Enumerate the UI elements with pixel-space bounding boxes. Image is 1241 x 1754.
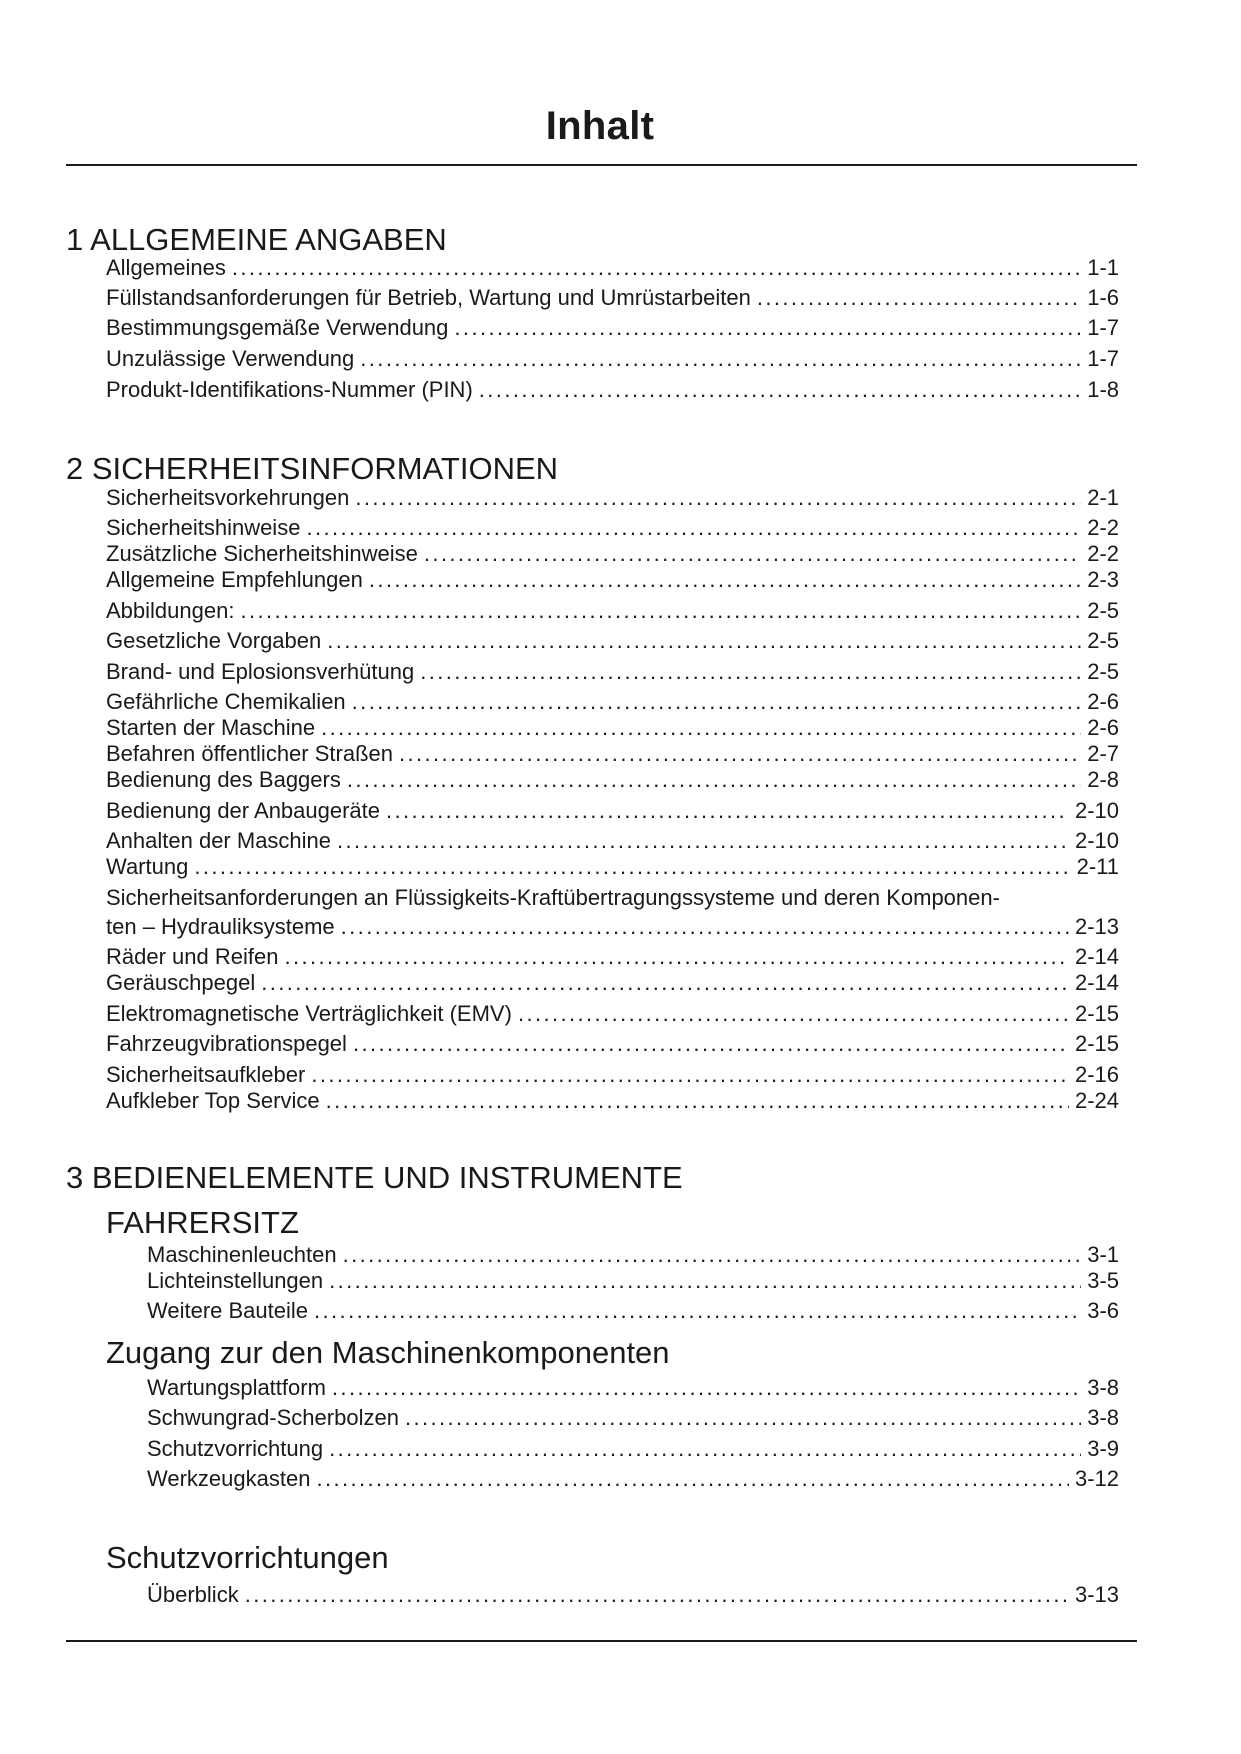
leader-dots xyxy=(240,598,1081,624)
toc-entry-label: Sicherheitsaufkleber xyxy=(106,1062,306,1087)
toc-entry[interactable] xyxy=(106,541,1119,567)
toc-entry[interactable] xyxy=(106,828,1119,854)
toc-entry[interactable] xyxy=(106,689,1119,715)
page-title: Inhalt xyxy=(545,104,655,148)
toc-entry[interactable] xyxy=(147,1268,1119,1294)
toc-entry-label: Brand- und Eplosionsverhütung xyxy=(106,659,415,684)
toc-entry-label: Geräuschpegel xyxy=(106,970,256,995)
leader-dots xyxy=(399,741,1081,767)
toc-entry[interactable] xyxy=(106,255,1119,281)
toc-entry[interactable] xyxy=(106,346,1119,372)
toc-entry-page: 2-24 xyxy=(1074,1088,1119,1113)
toc-entry-page: 1-7 xyxy=(1087,315,1119,340)
toc-entry[interactable] xyxy=(147,1436,1119,1462)
toc-entry-label: Bestimmungsgemäße Verwendung xyxy=(106,315,449,340)
leader-dots xyxy=(420,659,1081,685)
leader-dots xyxy=(329,1436,1081,1462)
toc-entry-label: Werkzeugkasten xyxy=(147,1466,311,1491)
toc-entry-label: Gefährliche Chemikalien xyxy=(106,689,346,714)
toc-entry-label: Allgemeines xyxy=(106,255,226,280)
leader-dots xyxy=(337,828,1069,854)
leader-dots xyxy=(757,285,1081,311)
leader-dots xyxy=(316,1466,1069,1492)
toc-entry[interactable] xyxy=(106,1088,1119,1114)
top-rule xyxy=(66,164,1137,166)
leader-dots xyxy=(386,798,1069,824)
toc-entry[interactable] xyxy=(106,914,1119,940)
toc-entry[interactable] xyxy=(106,567,1119,593)
toc-entry-label: Produkt-Identifikations-Nummer (PIN) xyxy=(106,377,473,402)
toc-entry-page: 2-10 xyxy=(1074,798,1119,823)
toc-entry[interactable] xyxy=(106,798,1119,824)
toc-entry[interactable] xyxy=(106,659,1119,685)
section-heading: 1 ALLGEMEINE ANGABEN xyxy=(66,222,447,257)
toc-entry-wrapped-line: Sicherheitsanforderungen an Flüssigkeits-Kraftübertragungssysteme und deren Komponen- xyxy=(106,885,1000,910)
toc-entry[interactable] xyxy=(106,315,1119,341)
leader-dots xyxy=(405,1405,1081,1431)
leader-dots xyxy=(311,1062,1069,1088)
toc-entry-page: 2-5 xyxy=(1087,659,1119,684)
toc-entry-label: Unzulässige Verwendung xyxy=(106,346,355,371)
toc-entry-label: Füllstandsanforderungen für Betrieb, Wartung und Umrüstarbeiten xyxy=(106,285,751,310)
toc-entry-page: 3-9 xyxy=(1087,1436,1119,1461)
toc-entry-label: Wartung xyxy=(106,854,189,879)
toc-entry-page: 1-8 xyxy=(1087,377,1119,402)
toc-entry-page: 2-6 xyxy=(1087,689,1119,714)
toc-entry-page: 3-8 xyxy=(1087,1405,1119,1430)
toc-entry-label: Räder und Reifen xyxy=(106,944,279,969)
leader-dots xyxy=(232,255,1081,281)
toc-entry-label: Schutzvorrichtung xyxy=(147,1436,324,1461)
toc-entry-label: Schwungrad-Scherbolzen xyxy=(147,1405,399,1430)
section-heading: 2 SICHERHEITSINFORMATIONEN xyxy=(66,451,559,486)
toc-entry[interactable] xyxy=(106,515,1119,541)
toc-entry-page: 1-6 xyxy=(1087,285,1119,310)
toc-entry-label: Elektromagnetische Verträglichkeit (EMV) xyxy=(106,1001,512,1026)
toc-entry[interactable] xyxy=(106,628,1119,654)
toc-entry-page: 2-15 xyxy=(1074,1001,1119,1026)
toc-entry-page: 1-7 xyxy=(1087,346,1119,371)
leader-dots xyxy=(284,944,1069,970)
toc-entry-label: Aufkleber Top Service xyxy=(106,1088,320,1113)
toc-entry[interactable] xyxy=(106,767,1119,793)
toc-entry-label: Zusätzliche Sicherheitshinweise xyxy=(106,541,418,566)
toc-entry-label: Befahren öffentlicher Straßen xyxy=(106,741,393,766)
toc-entry-label: Starten der Maschine xyxy=(106,715,316,740)
toc-entry[interactable] xyxy=(147,1242,1119,1268)
toc-entry-label: Lichteinstellungen xyxy=(147,1268,324,1293)
leader-dots xyxy=(327,628,1081,654)
toc-entry-label: Maschinenleuchten xyxy=(147,1242,337,1267)
leader-dots xyxy=(341,914,1069,940)
toc-entry[interactable] xyxy=(106,970,1119,996)
toc-entry[interactable] xyxy=(147,1405,1119,1431)
toc-entry-label: Gesetzliche Vorgaben xyxy=(106,628,322,653)
toc-entry[interactable] xyxy=(106,285,1119,311)
toc-entry[interactable] xyxy=(147,1582,1119,1608)
toc-entry-page: 3-12 xyxy=(1074,1466,1119,1491)
leader-dots xyxy=(352,689,1082,715)
toc-entry-page: 2-11 xyxy=(1076,854,1119,879)
leader-dots xyxy=(314,1298,1081,1324)
subsection-heading: Zugang zur den Maschinenkomponenten xyxy=(106,1335,670,1370)
toc-entry[interactable] xyxy=(106,1001,1119,1027)
toc-entry-page: 2-15 xyxy=(1074,1031,1119,1056)
toc-entry-label: ten – Hydrauliksysteme xyxy=(106,914,335,939)
toc-entry-page: 2-14 xyxy=(1074,970,1119,995)
toc-entry-page: 2-5 xyxy=(1087,628,1119,653)
toc-entry-label: Bedienung des Baggers xyxy=(106,767,341,792)
leader-dots xyxy=(329,1268,1081,1294)
toc-entry-page: 3-1 xyxy=(1087,1242,1119,1267)
toc-entry-label: Bedienung der Anbaugeräte xyxy=(106,798,381,823)
toc-entry-page: 1-1 xyxy=(1087,255,1119,280)
leader-dots xyxy=(306,515,1081,541)
toc-entry-label: Wartungsplattform xyxy=(147,1375,326,1400)
toc-entry-page: 3-6 xyxy=(1087,1298,1119,1323)
leader-dots xyxy=(343,1242,1082,1268)
toc-entry-page: 2-1 xyxy=(1087,485,1119,510)
leader-dots xyxy=(194,854,1070,880)
toc-entry[interactable] xyxy=(106,1062,1119,1088)
toc-entry-page: 2-16 xyxy=(1074,1062,1119,1087)
toc-entry-page: 2-10 xyxy=(1074,828,1119,853)
leader-dots xyxy=(454,315,1081,341)
bottom-rule xyxy=(66,1640,1137,1642)
toc-entry-page: 3-8 xyxy=(1087,1375,1119,1400)
leader-dots xyxy=(321,715,1081,741)
toc-entry[interactable] xyxy=(147,1375,1119,1401)
toc-entry-label: Sicherheitsvorkehrungen xyxy=(106,485,350,510)
leader-dots xyxy=(332,1375,1081,1401)
toc-entry-page: 2-14 xyxy=(1074,944,1119,969)
toc-entry-label: Sicherheitshinweise xyxy=(106,515,301,540)
toc-entry[interactable] xyxy=(106,598,1119,624)
toc-entry[interactable] xyxy=(106,377,1119,403)
toc-entry[interactable] xyxy=(106,944,1119,970)
leader-dots xyxy=(245,1582,1069,1608)
toc-entry[interactable] xyxy=(147,1298,1119,1324)
toc-entry-label: Allgemeine Empfehlungen xyxy=(106,567,363,592)
leader-dots xyxy=(347,767,1081,793)
toc-entry-page: 2-2 xyxy=(1087,541,1119,566)
toc-entry-page: 2-8 xyxy=(1087,767,1119,792)
toc-entry-page: 2-13 xyxy=(1074,914,1119,939)
leader-dots xyxy=(326,1088,1069,1114)
toc-entry[interactable] xyxy=(147,1466,1119,1492)
leader-dots xyxy=(518,1001,1069,1027)
toc-entry[interactable] xyxy=(106,854,1119,880)
leader-dots xyxy=(424,541,1081,567)
subsection-heading: Schutzvorrichtungen xyxy=(106,1540,389,1575)
section-heading: 3 BEDIENELEMENTE UND INSTRUMENTE xyxy=(66,1160,683,1195)
toc-entry-page: 2-7 xyxy=(1087,741,1119,766)
subsection-heading: FAHRERSITZ xyxy=(106,1205,299,1240)
toc-entry[interactable] xyxy=(106,741,1119,767)
toc-entry-page: 2-5 xyxy=(1087,598,1119,623)
toc-entry-page: 3-13 xyxy=(1074,1582,1119,1607)
toc-entry-page: 2-6 xyxy=(1087,715,1119,740)
leader-dots xyxy=(479,377,1081,403)
toc-entry[interactable] xyxy=(106,1031,1119,1057)
toc-entry-label: Fahrzeugvibrationspegel xyxy=(106,1031,347,1056)
leader-dots xyxy=(353,1031,1069,1057)
toc-entry-page: 3-5 xyxy=(1087,1268,1119,1293)
leader-dots xyxy=(355,485,1081,511)
toc-entry[interactable] xyxy=(106,485,1119,511)
toc-entry[interactable] xyxy=(106,715,1119,741)
toc-entry-page: 2-2 xyxy=(1087,515,1119,540)
toc-entry-label: Weitere Bauteile xyxy=(147,1298,309,1323)
toc-entry-label: Anhalten der Maschine xyxy=(106,828,332,853)
toc-entry-label: Abbildungen: xyxy=(106,598,235,623)
leader-dots xyxy=(369,567,1081,593)
leader-dots xyxy=(261,970,1069,996)
leader-dots xyxy=(360,346,1081,372)
toc-entry-page: 2-3 xyxy=(1087,567,1119,592)
toc-entry-label: Überblick xyxy=(147,1582,239,1607)
